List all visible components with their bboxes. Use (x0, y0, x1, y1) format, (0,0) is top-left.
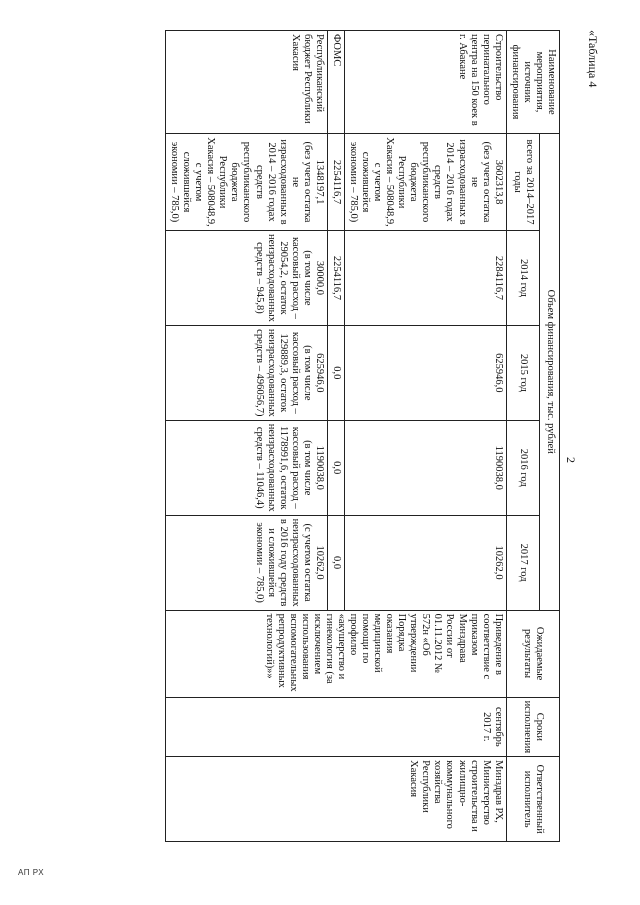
value-2014: 30000,0 (313, 260, 325, 295)
row-2017: 0,0 (327, 515, 344, 610)
value-2017: 10262,0 (313, 545, 325, 580)
table-row (344, 31, 506, 842)
note-2015: (в том числе кассовый расход – 129889,3, остаток неизрасходованных средств – 496056,7) (253, 328, 313, 417)
row-2015 (166, 325, 328, 420)
row-terms: сентябрь 2017 г. (166, 697, 507, 757)
row-total (344, 134, 506, 231)
row-responsible: Минздрав РХ, Министерство строительства и жилищно-коммунального хозяйства Республики Хакасия (166, 757, 507, 842)
header-responsible: Ответственный исполнитель (506, 757, 559, 842)
header-results: Ожидаемые результаты (506, 610, 559, 697)
row-name: Республиканский бюджет Республики Хакасия (166, 31, 328, 134)
value-2015: 625946,0 (313, 353, 325, 393)
header-2015: 2015 год (506, 325, 540, 420)
total-note: (без учета остатка не израсходованных в 2014 – 2016 годах средств республиканского бюджета Республики Хакасия – 508048,9, с учетом сложившейся экономии – 785,0) (348, 137, 492, 227)
total-value: 1348197,1 (313, 159, 325, 205)
funding-table (165, 30, 560, 842)
page-number: 2 (564, 457, 578, 463)
row-2015: 625946,0 (344, 325, 506, 420)
note-2016: (в том числе кассовый расход – 1178991,6, остаток неизрасходованных средств – 11046,4) (253, 423, 313, 512)
header-2014: 2014 год (506, 231, 540, 326)
row-2014: 2284116,7 (344, 231, 506, 326)
row-name: Строительство перинатального центра на 150 коек в г. Абакане (344, 31, 506, 134)
row-2014: 2254116,7 (327, 231, 344, 326)
row-total: 2254116,7 (327, 134, 344, 231)
row-2016: 0,0 (327, 420, 344, 515)
footer-mark: АП РХ (18, 868, 45, 877)
header-terms: Сроки исполнения (506, 697, 559, 757)
note-2014: (в том числе кассовый расход – 29054,2, остаток неизрасходованных средств – 945,8) (253, 234, 313, 322)
table-label: «Таблица 4 (586, 30, 600, 88)
rotated-content (40, 30, 600, 870)
row-results: Приведение в соответствие с приказом Минздрава России от 01.11.2012 № 572н «Об утверждении Порядка оказания медицинской помощи по профилю «акушерство и гинекология (за исключением использования вспомогательных репродуктивных технологий)»» (166, 610, 507, 697)
total-note: (без учета остатка не израсходованных в 2014 – 2016 годах средств республиканского бюджета Республики Хакасия – 508048,9, с учетом сложившейся экономии – 785,0) (169, 137, 313, 227)
row-total (166, 134, 328, 231)
row-name: ФОМС (327, 31, 344, 134)
header-name: Наименование мероприятия, источник финансирования (506, 31, 559, 134)
table-header-row (540, 31, 560, 842)
header-funding-group: Объем финансирования, тыс. рублей (540, 134, 560, 611)
row-2015: 0,0 (327, 325, 344, 420)
header-2017: 2017 год (506, 515, 540, 610)
row-2017: 10262,0 (344, 515, 506, 610)
row-2016 (166, 420, 328, 515)
note-2017: (с учетом остатка неизрасходованных в 2016 году средств и сложившейся экономии – 785,0) (253, 518, 313, 607)
row-2016: 1190038,0 (344, 420, 506, 515)
value-2016: 1190038,0 (313, 445, 325, 490)
total-value: 3602313,8 (492, 159, 504, 205)
header-total: всего за 2014–2017 годы (506, 134, 540, 231)
row-2017 (166, 515, 328, 610)
header-2016: 2016 год (506, 420, 540, 515)
row-2014 (166, 231, 328, 326)
